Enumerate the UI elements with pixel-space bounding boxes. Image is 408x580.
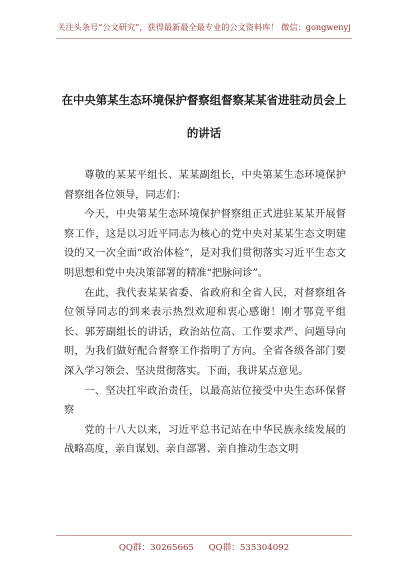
body-paragraph-3: 党的十八大以来，习近平总书记站在中华民族永续发展的战略高度，亲自谋划、亲自部署、亲自推动生态文明 [64, 424, 346, 456]
document-body [64, 166, 346, 460]
header-divider [56, 38, 352, 39]
salutation: 尊敬的某某平组长、某某副组长，中央第某生态环境保护督察组各位领导，同志们： [64, 170, 346, 201]
footer-qq-group-1: QQ群：30265665 [118, 543, 194, 553]
section-heading-1: 一、坚决扛牢政治责任，以最高站位接受中央生态环保督察 [64, 385, 346, 417]
page-footer [0, 541, 408, 553]
page-header: 关注头条号“公文研究”，获得最新最全最专业的公文资料库！ 微信：gongwenyj [57, 22, 351, 32]
body-paragraph-1: 今天，中央第某生态环境保护督察组正式进驻某某开展督察工作，这是以习近平同志为核心的党中央对某某生态文明建设的又一次全面“政治体检”，是对我们贯彻落实习近平生态文明思想和党中央决策部署的精准“把脉问诊”。 [64, 209, 346, 279]
document-title-line-1: 在中央第某生态环境保护督察组督察某某省进驻动员会上 [61, 93, 347, 107]
document-title-line-2: 的讲话 [186, 126, 222, 140]
footer-qq-group-2: QQ群：535304092 [208, 543, 290, 553]
footer-divider [56, 535, 352, 536]
body-paragraph-2: 在此，我代表某某省委、省政府和全省人民，对督察组各位领导同志的到来表示热烈欢迎和衷心感谢！刚才鄂竞平组长、郭芳副组长的讲话，政治站位高、工作要求严、问题导向明，为我们做好配合督察工作指明了方向。全省各级各部门要深入学习领会、坚决贯彻落实。下面，我讲某点意见。 [64, 287, 346, 377]
